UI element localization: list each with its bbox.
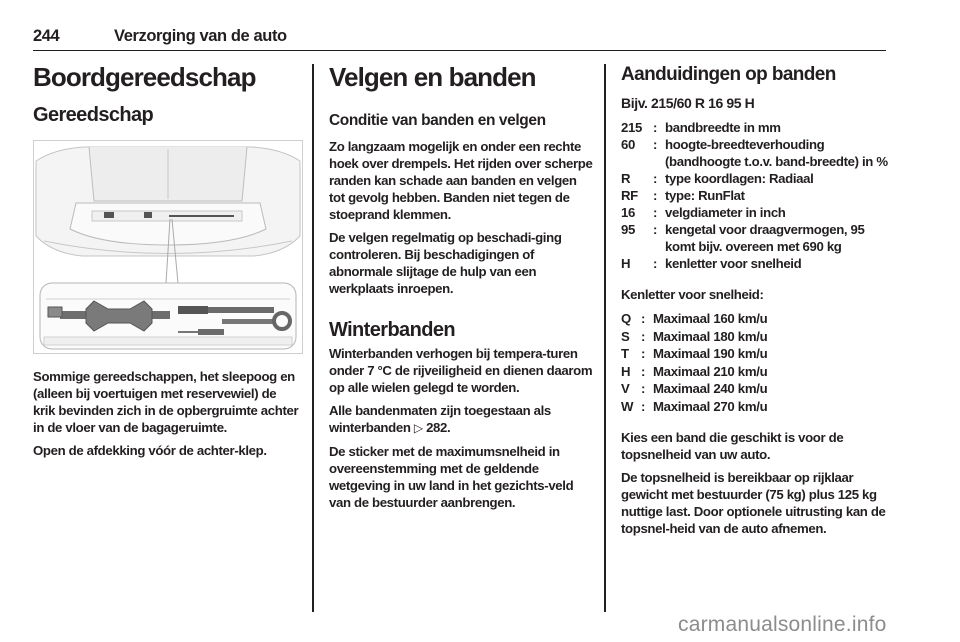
watermark: carmanualsonline.info: [678, 613, 887, 636]
chapter-title: Verzorging van de auto: [114, 27, 287, 45]
speed-row: T : Maximaal 190 km/u: [621, 346, 768, 361]
paragraph: De velgen regelmatig op beschadi-ging controleren. Bij beschadigingen of abnormale slijtage de hulp van een werkplaats inroepen.: [329, 230, 562, 296]
legend-row: H : kenletter voor snelheid: [621, 256, 802, 271]
subsection-title-winter-tyres: Winterbanden: [329, 319, 455, 341]
legend-row: RF : type: RunFlat: [621, 188, 745, 203]
subsection-title-condition: Conditie van banden en velgen: [329, 112, 546, 129]
trunk-tools-illustration: [33, 140, 303, 354]
column-divider: [604, 64, 606, 612]
paragraph: Open de afdekking vóór de achter-klep.: [33, 443, 267, 458]
paragraph: Winterbanden verhogen bij tempera-turen onder 7 °C de rijveiligheid en dienen daarom op alle wielen gelegd te worden.: [329, 346, 593, 395]
speed-row: H : Maximaal 210 km/u: [621, 363, 768, 379]
column-divider: [312, 64, 314, 612]
paragraph-with-reference: Alle bandenmaten zijn toegestaan als winterbanden ▷ 282.: [329, 403, 551, 435]
tyre-example: Bijv. 215/60 R 16 95 H: [621, 95, 755, 111]
paragraph: Kies een band die geschikt is voor de topsnelheid van uw auto.: [621, 430, 844, 462]
legend-row: 95 : kengetal voor draagvermogen, 95 komt bijv. overeen met 690 kg: [621, 222, 865, 254]
speed-table: [621, 310, 889, 415]
paragraph: Sommige gereedschappen, het sleepoog en (alleen bij voertuigen met reservewiel) de krik bevinden zich in de opbergruimte achter in de vloer van de bagageruimte.: [33, 369, 299, 435]
page-number: 244: [33, 27, 60, 45]
section-title-wheels: Velgen en banden: [329, 62, 536, 92]
designation-legend: [621, 119, 889, 272]
speed-heading: Kenletter voor snelheid:: [621, 287, 764, 302]
page-header: [33, 26, 886, 51]
column-wheels-tyres: [329, 62, 595, 511]
column-tools: [33, 62, 301, 459]
speed-row: S : Maximaal 180 km/u: [621, 328, 768, 344]
page-reference-link[interactable]: 282.: [426, 420, 451, 435]
speed-row: W : Maximaal 270 km/u: [621, 398, 768, 414]
speed-row: Q : Maximaal 160 km/u: [621, 311, 768, 326]
section-title-designations: Aanduidingen op banden: [621, 64, 836, 85]
paragraph: Zo langzaam mogelijk en onder een rechte hoek over drempels. Het rijden over scherpe randen kan schade aan banden en velgen tot gevolg hebben. Banden niet tegen de stoeprand klemmen.: [329, 139, 593, 222]
legend-row: 60 : hoogte-breedteverhouding (bandhoogte t.o.v. band-breedte) in %: [621, 137, 888, 169]
legend-row: 16 : velgdiameter in inch: [621, 205, 786, 220]
subsection-title-tools: Gereedschap: [33, 104, 154, 126]
car-trunk-icon: [34, 141, 302, 353]
section-title-tools: Boordgereedschap: [33, 62, 256, 92]
legend-row: 215 : bandbreedte in mm: [621, 120, 781, 135]
speed-row: V : Maximaal 240 km/u: [621, 381, 768, 396]
paragraph: De sticker met de maximumsnelheid in overeenstemming met de geldende wetgeving in uw land in het gezichts-veld van de bestuurder aanbrengen.: [329, 444, 574, 510]
legend-row: R : type koordlagen: Radiaal: [621, 171, 814, 186]
paragraph: De topsnelheid is bereikbaar op rijklaar gewicht met bestuurder (75 kg) plus 125 kg nuttige last. Door optionele uitrusting kan de topsnel-heid van de auto afnemen.: [621, 470, 886, 536]
column-tyre-designations: [621, 62, 889, 537]
page-reference-icon[interactable]: ▷: [413, 421, 423, 435]
